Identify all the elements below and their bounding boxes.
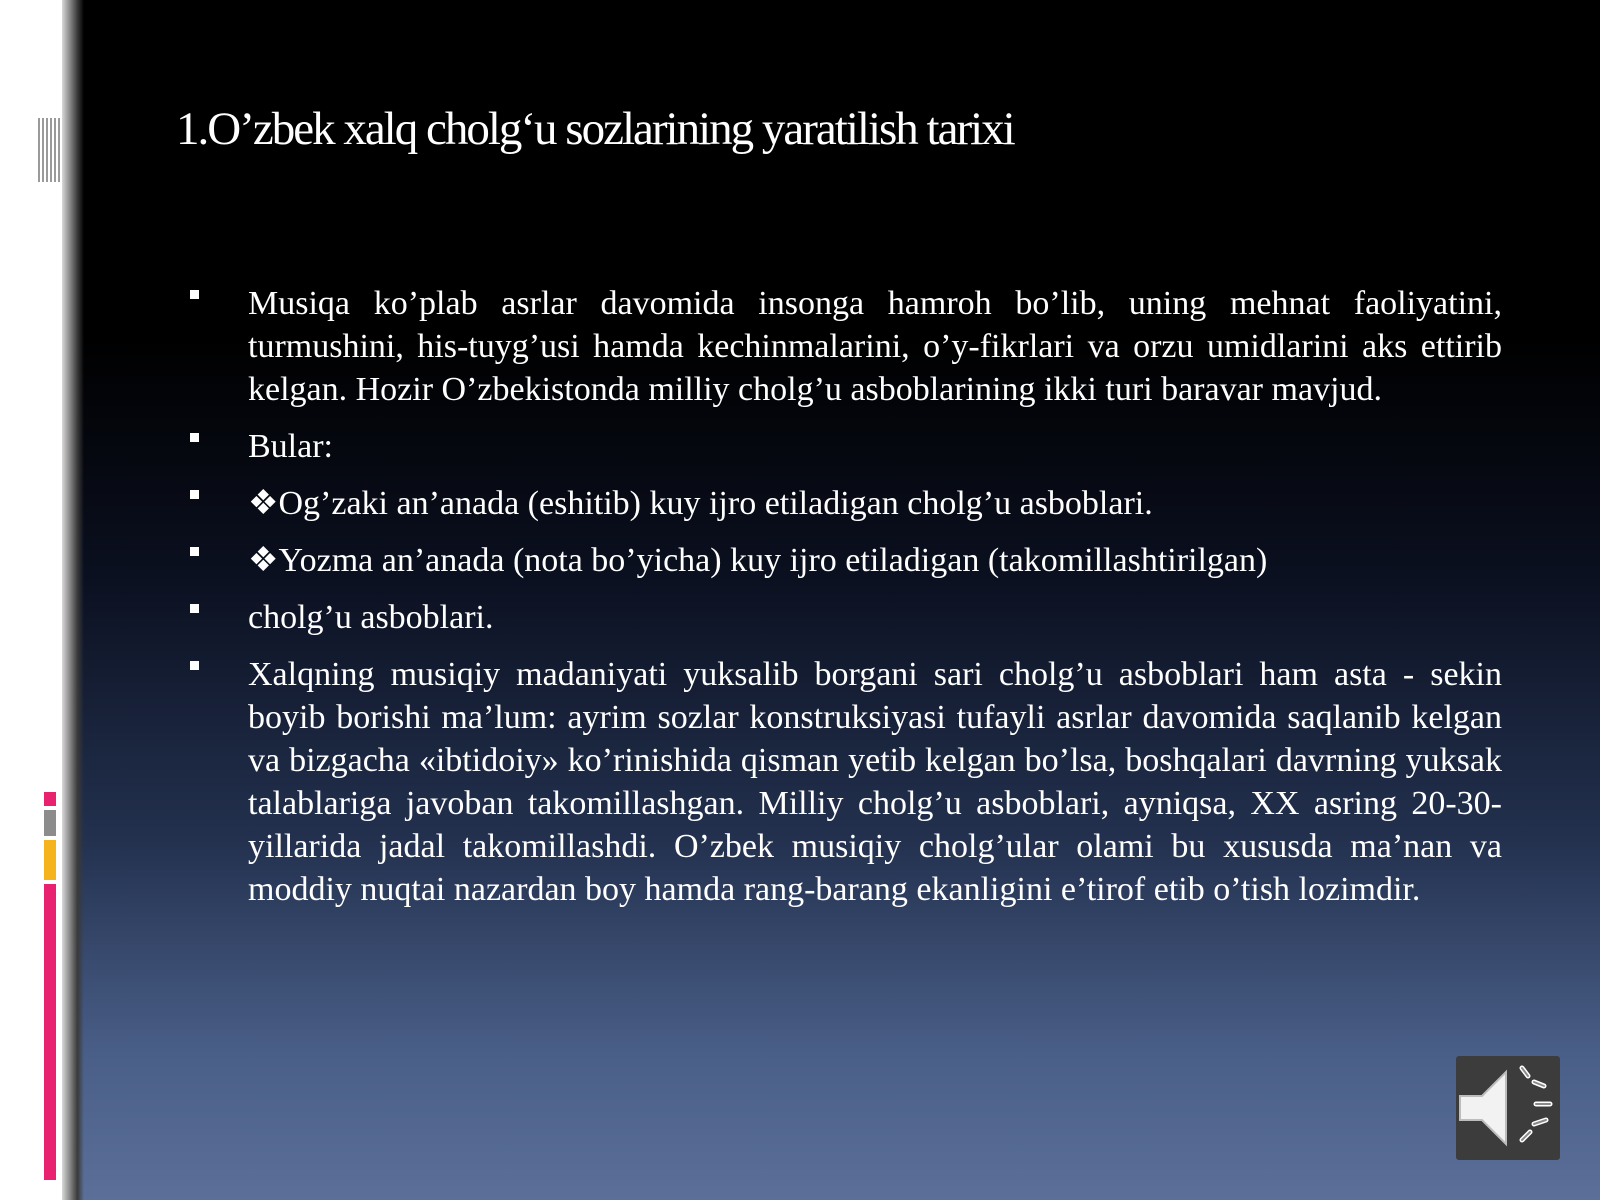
bullet-item (186, 282, 1502, 411)
accent-bar-gray (44, 810, 56, 836)
bullet-marker (190, 290, 199, 299)
bullet-marker (190, 661, 199, 670)
bullet-item (186, 596, 1502, 639)
accent-bar-yellow (44, 840, 56, 880)
bullet-list (186, 282, 1502, 925)
bullet-item (186, 425, 1502, 468)
bullet-item (186, 539, 1502, 582)
speaker-icon (1456, 1056, 1560, 1160)
bullet-marker (190, 547, 199, 556)
bullet-item (186, 653, 1502, 911)
bullet-text: Musiqa ko’plab asrlar davomida insonga hamroh bo’lib, uning mehnat faoliyatini, turmushini, his-tuyg’usi hamda kechinmalarini, o’y-fikrlari va orzu umidlarini aks ettirib kelgan. Hozir O’zbekistonda milliy cholg’u asboblarining ikki turi baravar mavjud. (248, 285, 1502, 408)
bullet-text: cholg’u asboblari. (248, 599, 494, 636)
stripes-decoration (38, 118, 62, 182)
bullet-item (186, 482, 1502, 525)
bullet-text: Xalqning musiqiy madaniyati yuksalib borgani sari cholg’u asboblari ham asta - sekin boyib borishi ma’lum: ayrim sozlar konstruksiyasi tufayli asrlar davomida saqlanib kelgan va bizgacha «ibtidoiy» ko’rinishida qisman yetib kelgan bo’lsa, boshqalari davrning yuksak talablariga javoban takomillashgan. Milliy cholg’u asboblari, ayniqsa, XX asring 20-30-yillarida jadal takomillashdi. O’zbek musiqiy cholg’ular olami bu xususda ma’nan va moddiy nuqtai nazardan boy hamda rang-barang ekanligini e’tirof etib o’tish lozimdir. (248, 656, 1502, 908)
bullet-marker (190, 490, 199, 499)
slide-title: 1.O’zbek xalq cholg‘u sozlarining yaratilish tarixi (176, 103, 1014, 155)
bullet-marker (190, 433, 199, 442)
bullet-text: ❖Og’zaki an’anada (eshitib) kuy ijro etiladigan cholg’u asboblari. (248, 485, 1153, 522)
bullet-marker (190, 604, 199, 613)
band-shadow (62, 0, 84, 1200)
audio-button[interactable] (1456, 1056, 1560, 1160)
bullet-text: Bular: (248, 428, 333, 465)
accent-bar-pink-top (44, 792, 56, 806)
bullet-text: ❖Yozma an’anada (nota bo’yicha) kuy ijro etiladigan (takomillashtirilgan) (248, 542, 1268, 579)
accent-bar-pink (44, 884, 56, 1180)
